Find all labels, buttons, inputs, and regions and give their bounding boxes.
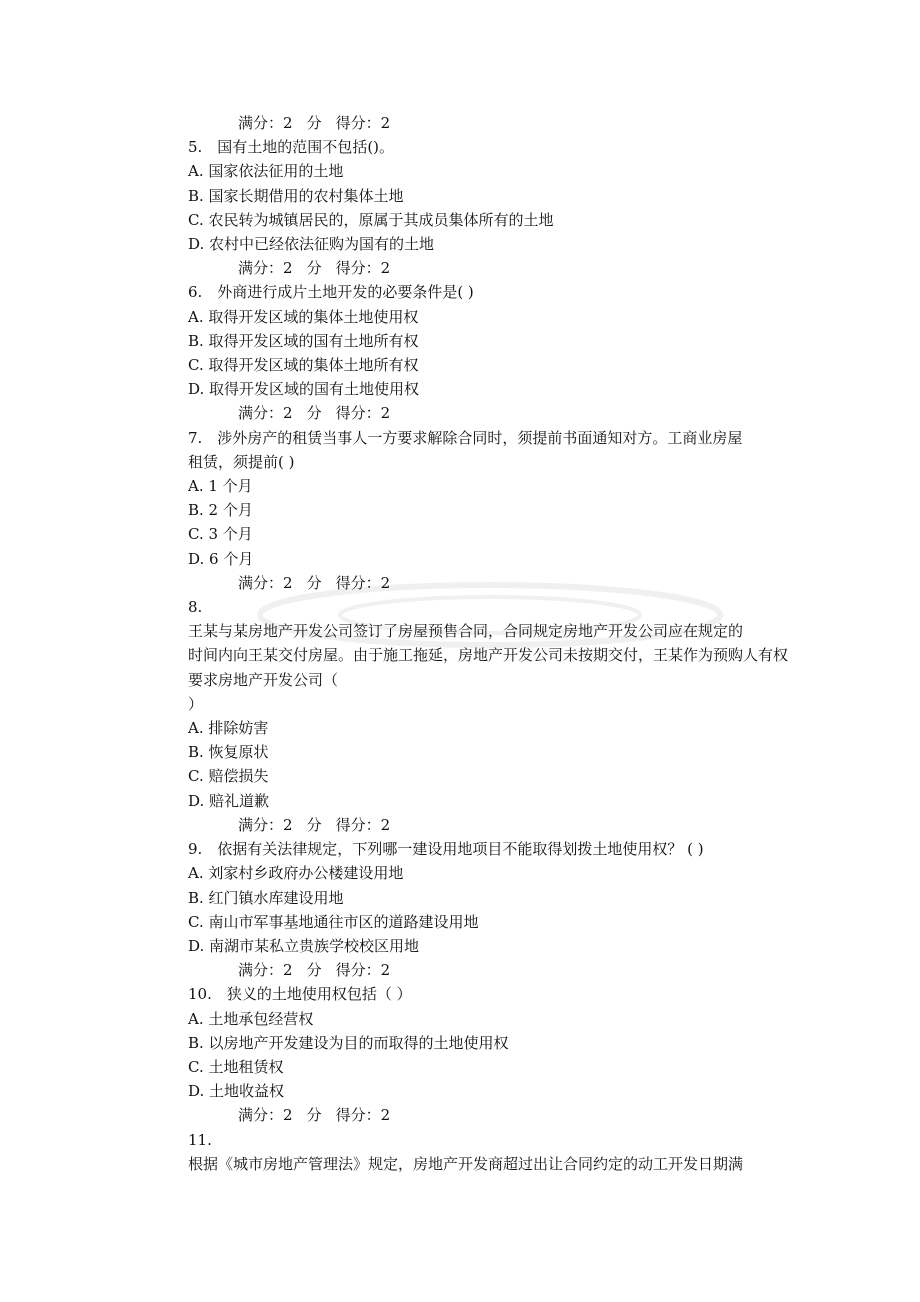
question-11-stem: 根据《城市房地产管理法》规定，房地产开发商超过出让合同约定的动工开发日期满 — [188, 1154, 744, 1173]
question-9-option-b: B. 红门镇水库建设用地 — [188, 888, 344, 907]
question-7-option-c: C. 3 个月 — [188, 525, 253, 544]
question-8-number: 8. — [188, 598, 203, 617]
question-8-option-a: A. 排除妨害 — [188, 719, 269, 738]
question-7-option-a: A. 1 个月 — [188, 477, 253, 496]
question-6-option-b: B. 取得开发区域的国有土地所有权 — [188, 331, 419, 350]
score-line: 满分：2 分 得分：2 — [238, 259, 391, 278]
question-5-option-b: B. 国家长期借用的农村集体土地 — [188, 186, 404, 205]
question-10-option-c: C. 土地租赁权 — [188, 1057, 284, 1076]
question-8-option-c: C. 赔偿损失 — [188, 767, 269, 786]
question-8-stem-cont: ） — [188, 694, 204, 713]
score-line: 满分：2 分 得分：2 — [238, 815, 391, 834]
question-8-stem-cont: 时间内向王某交付房屋。由于施工拖延，房地产开发公司未按期交付，王某作为预购人有权 — [188, 646, 789, 665]
score-line: 满分：2 分 得分：2 — [238, 1106, 391, 1125]
question-5-option-c: C. 农民转为城镇居民的，原属于其成员集体所有的土地 — [188, 210, 554, 229]
question-5-option-a: A. 国家依法征用的土地 — [188, 162, 344, 181]
question-8-option-b: B. 恢复原状 — [188, 743, 269, 762]
question-5-stem: 5. 国有土地的范围不包括()。 — [188, 138, 395, 157]
question-6-option-c: C. 取得开发区域的集体土地所有权 — [188, 356, 419, 375]
question-9-option-a: A. 刘家村乡政府办公楼建设用地 — [188, 864, 404, 883]
question-9-stem: 9. 依据有关法律规定，下列哪一建设用地项目不能取得划拨土地使用权？ ( ) — [188, 840, 704, 859]
score-line: 满分：2 分 得分：2 — [238, 404, 391, 423]
question-9-option-d: D. 南湖市某私立贵族学校校区用地 — [188, 936, 420, 955]
question-7-option-b: B. 2 个月 — [188, 501, 253, 520]
question-10-stem: 10. 狭义的土地使用权包括（ ） — [188, 985, 412, 1004]
score-line: 满分：2 分 得分：2 — [238, 573, 391, 592]
question-9-option-c: C. 南山市军事基地通往市区的道路建设用地 — [188, 912, 479, 931]
question-6-stem: 6. 外商进行成片土地开发的必要条件是( ) — [188, 283, 474, 302]
question-8-stem: 王某与某房地产开发公司签订了房屋预售合同，合同规定房地产开发公司应在规定的 — [188, 622, 744, 641]
score-line: 满分：2 分 得分：2 — [238, 961, 391, 980]
question-6-option-d: D. 取得开发区域的国有土地使用权 — [188, 380, 420, 399]
question-7-option-d: D. 6 个月 — [188, 549, 254, 568]
question-list — [188, 111, 788, 1176]
question-10-option-a: A. 土地承包经营权 — [188, 1009, 314, 1028]
question-10-option-b: B. 以房地产开发建设为目的而取得的土地使用权 — [188, 1033, 509, 1052]
score-line: 满分：2 分 得分：2 — [238, 114, 391, 132]
question-6-option-a: A. 取得开发区域的集体土地使用权 — [188, 307, 419, 326]
question-5-option-d: D. 农村中已经依法征购为国有的土地 — [188, 235, 435, 254]
question-8-stem-cont: 要求房地产开发公司（ — [188, 670, 339, 689]
question-7-stem-cont: 租赁，须提前( ) — [188, 452, 295, 471]
question-7-stem: 7. 涉外房产的租赁当事人一方要求解除合同时，须提前书面通知对方。工商业房屋 — [188, 428, 743, 447]
question-10-option-d: D. 土地收益权 — [188, 1082, 285, 1101]
question-11-number: 11. — [188, 1130, 212, 1149]
question-8-option-d: D. 赔礼道歉 — [188, 791, 270, 810]
